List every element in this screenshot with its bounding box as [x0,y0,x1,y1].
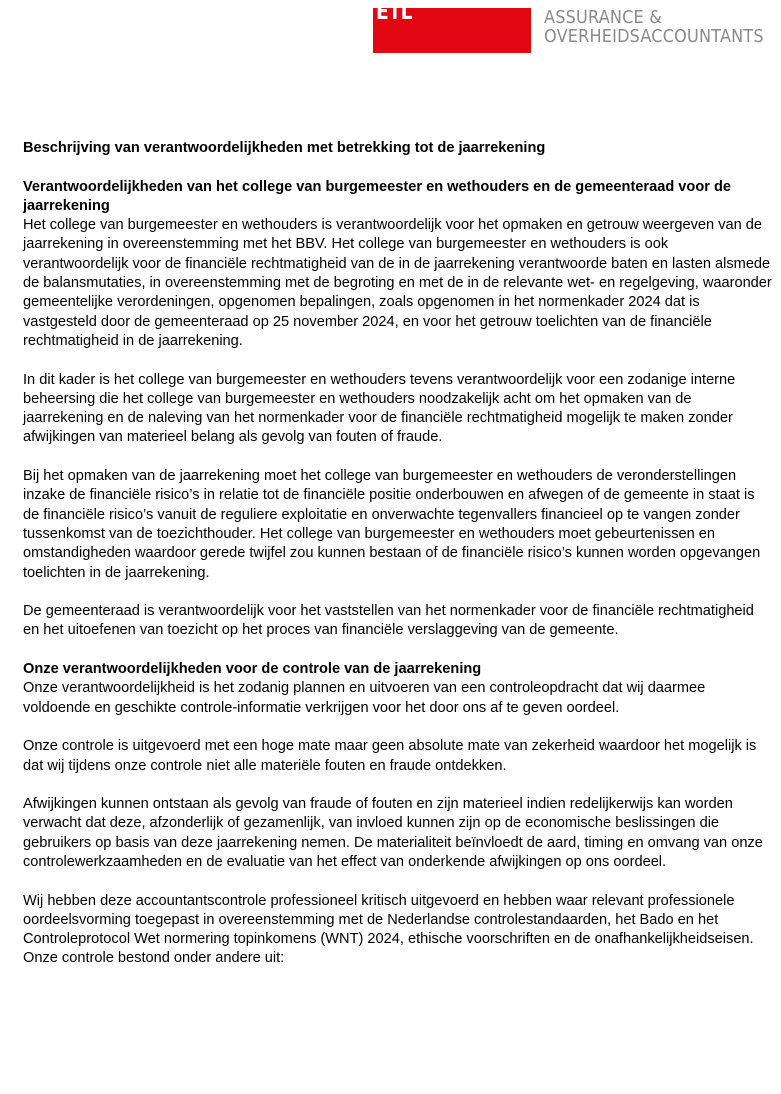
paragraph: Onze verantwoordelijkheid is het zodanig plannen en uitvoeren van een controleopdracht dat wij daarmee voldoende en geschikte controle-informatie verkrijgen voor het door ons af te geven oordeel. [23,680,706,716]
logo-line-1: ASSURANCE & [544,8,662,28]
section-responsibilities-college [23,178,773,641]
logo-wordmark [544,9,764,47]
document-title: Beschrijving van verantwoordelijkheden met betrekking tot de jaarrekening [23,140,546,156]
paragraph: Onze controle is uitgevoerd met een hoge mate maar geen absolute mate van zekerheid waardoor het mogelijk is dat wij tijdens onze controle niet alle materiële fouten en fraude ontdekken. [23,738,757,774]
document-body [23,139,773,969]
paragraph: Bij het opmaken van de jaarrekening moet het college van burgemeester en wethouders de veronderstellingen inzake de financiële risico’s in relatie tot de financiële positie onderbouwen en afwegen of de gemeente in staat is de financiële risico’s vanuit de reguliere exploitatie en onverwachte tegenvallers financieel op te vangen zonder tussenkomst van de toezichthouder. Het college van burgemeester en wethouders moet gebeurtenissen en omstandigheden waardoor gerede twijfel zou kunnen bestaan of de financiële risico’s kunnen worden opgevangen toelichten in de jaarrekening. [23,468,761,581]
section-our-responsibilities [23,660,773,969]
paragraph: Afwijkingen kunnen ontstaan als gevolg van fraude of fouten en zijn materieel indien redelijkerwijs kan worden verwacht dat deze, afzonderlijk of gezamenlijk, van invloed kunnen zijn op de economische beslissingen die gebruikers op basis van deze jaarrekening nemen. De materialiteit beïnvloedt de aard, timing en omvang van onze controlewerkzaamheden en de evaluatie van het effect van onderkende afwijkingen op ons oordeel. [23,796,763,870]
logo-line-2: OVERHEIDSACCOUNTANTS [544,27,764,47]
company-logo [373,0,781,60]
paragraph: De gemeenteraad is verantwoordelijk voor het vaststellen van het normenkader voor de financiële rechtmatigheid en het uitoefenen van toezicht op het proces van financiële verslaggeving van de gemeente. [23,603,754,639]
paragraph: Het college van burgemeester en wethouders is verantwoordelijk voor het opmaken en getrouw weergeven van de jaarrekening in overeenstemming met het BBV. Het college van burgemeester en wethouders is ook verantwoordelijk voor de financiële rechtmatigheid van de in de jaarrekening verantwoorde baten en lasten alsmede de balansmutaties, in overeenstemming met de begroting en met de in de relevante wet- en regelgeving, waaronder gemeentelijke verordeningen, opgenomen bepalingen, zoals opgenomen in het normenkader 2024 dat is vastgesteld door de gemeenteraad op 25 november 2024, en voor het getrouw toelichten van de financiële rechtmatigheid in de jaarrekening. [23,217,772,349]
paragraph: In dit kader is het college van burgemeester en wethouders tevens verantwoordelijk voor een zodanige interne beheersing die het college van burgemeester en wethouders noodzakelijk acht om het opmaken van de jaarrekening en de naleving van het normenkader voor de financiële rechtmatigheid mogelijk te maken zonder afwijkingen van materieel belang als gevolg van fouten of fraude. [23,371,736,446]
section-heading: Verantwoordelijkheden van het college van burgemeester en wethouders en de gemeenteraad voor de jaarrekening [23,178,732,214]
logo-mark: ETL [376,0,413,25]
section-heading: Onze verantwoordelijkheden voor de controle van de jaarrekening [23,661,482,678]
paragraph: Wij hebben deze accountantscontrole professioneel kritisch uitgevoerd en hebben waar relevant professionele oordeelsvorming toegepast in overeenstemming met de Nederlandse controlestandaarden, het Bado en het Controleprotocol Wet normering topinkomens (WNT) 2024, ethische voorschriften en de onafhankelijkheidseisen. Onze controle bestond onder andere uit: [23,892,754,967]
logo-red-block [373,0,531,53]
